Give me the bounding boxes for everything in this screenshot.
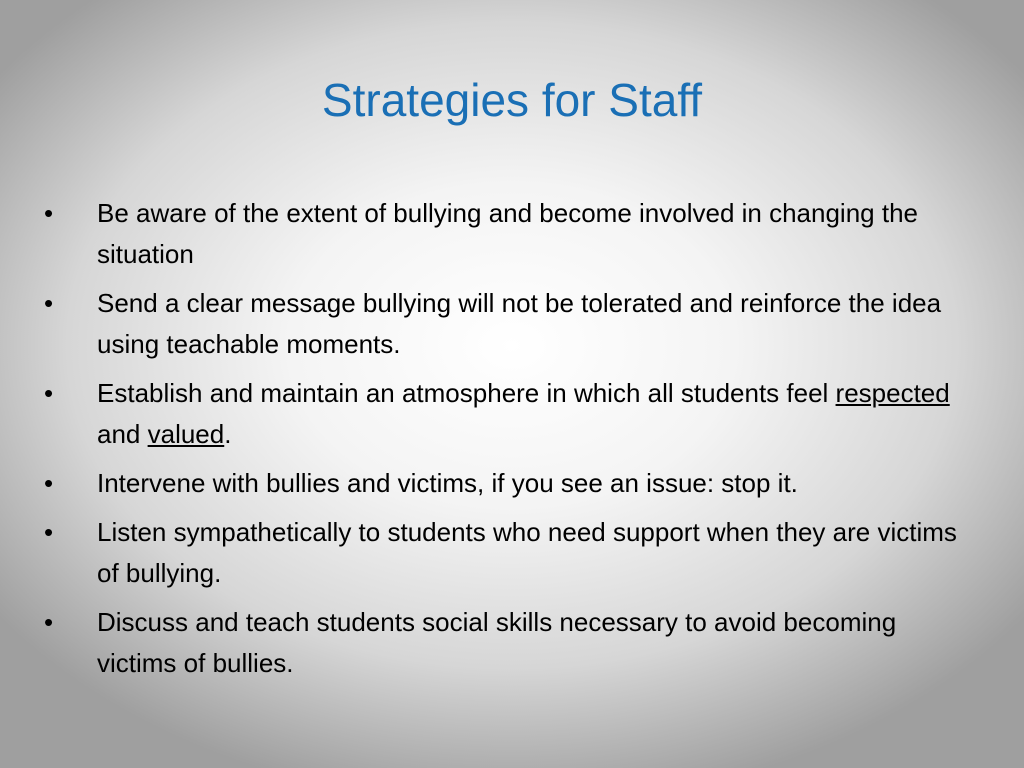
bullet-dot-icon: • bbox=[44, 378, 54, 408]
bullet-text: Intervene with bullies and victims, if you see an issue: stop it. bbox=[97, 468, 798, 498]
bullet-item bbox=[44, 373, 974, 455]
bullet-dot-icon: • bbox=[44, 198, 54, 228]
bullet-text-part: Establish and maintain an atmosphere in which all students feel bbox=[97, 378, 836, 408]
bullet-item bbox=[44, 512, 974, 594]
bullet-text-part: and bbox=[97, 419, 148, 449]
bullet-item bbox=[44, 463, 974, 504]
bullet-dot-icon: • bbox=[44, 607, 54, 637]
bullet-item bbox=[44, 193, 974, 275]
underlined-word-valued: valued bbox=[147, 419, 225, 449]
bullet-text: Discuss and teach students social skills necessary to avoid becoming victims of bullies. bbox=[97, 607, 897, 678]
bullet-item bbox=[44, 602, 974, 684]
slide-title: Strategies for Staff bbox=[321, 74, 703, 126]
bullet-dot-icon: • bbox=[44, 468, 54, 498]
bullet-list bbox=[44, 193, 974, 692]
bullet-text-part: . bbox=[224, 419, 232, 449]
underlined-word-respected: respected bbox=[835, 378, 950, 408]
bullet-text: Send a clear message bullying will not be tolerated and reinforce the idea using teachable moments. bbox=[97, 288, 942, 359]
bullet-item bbox=[44, 283, 974, 365]
bullet-text bbox=[97, 378, 950, 449]
bullet-dot-icon: • bbox=[44, 288, 54, 318]
bullet-dot-icon: • bbox=[44, 517, 54, 547]
bullet-text: Be aware of the extent of bullying and become involved in changing the situation bbox=[97, 198, 918, 269]
bullet-text: Listen sympathetically to students who need support when they are victims of bullying. bbox=[97, 517, 957, 588]
